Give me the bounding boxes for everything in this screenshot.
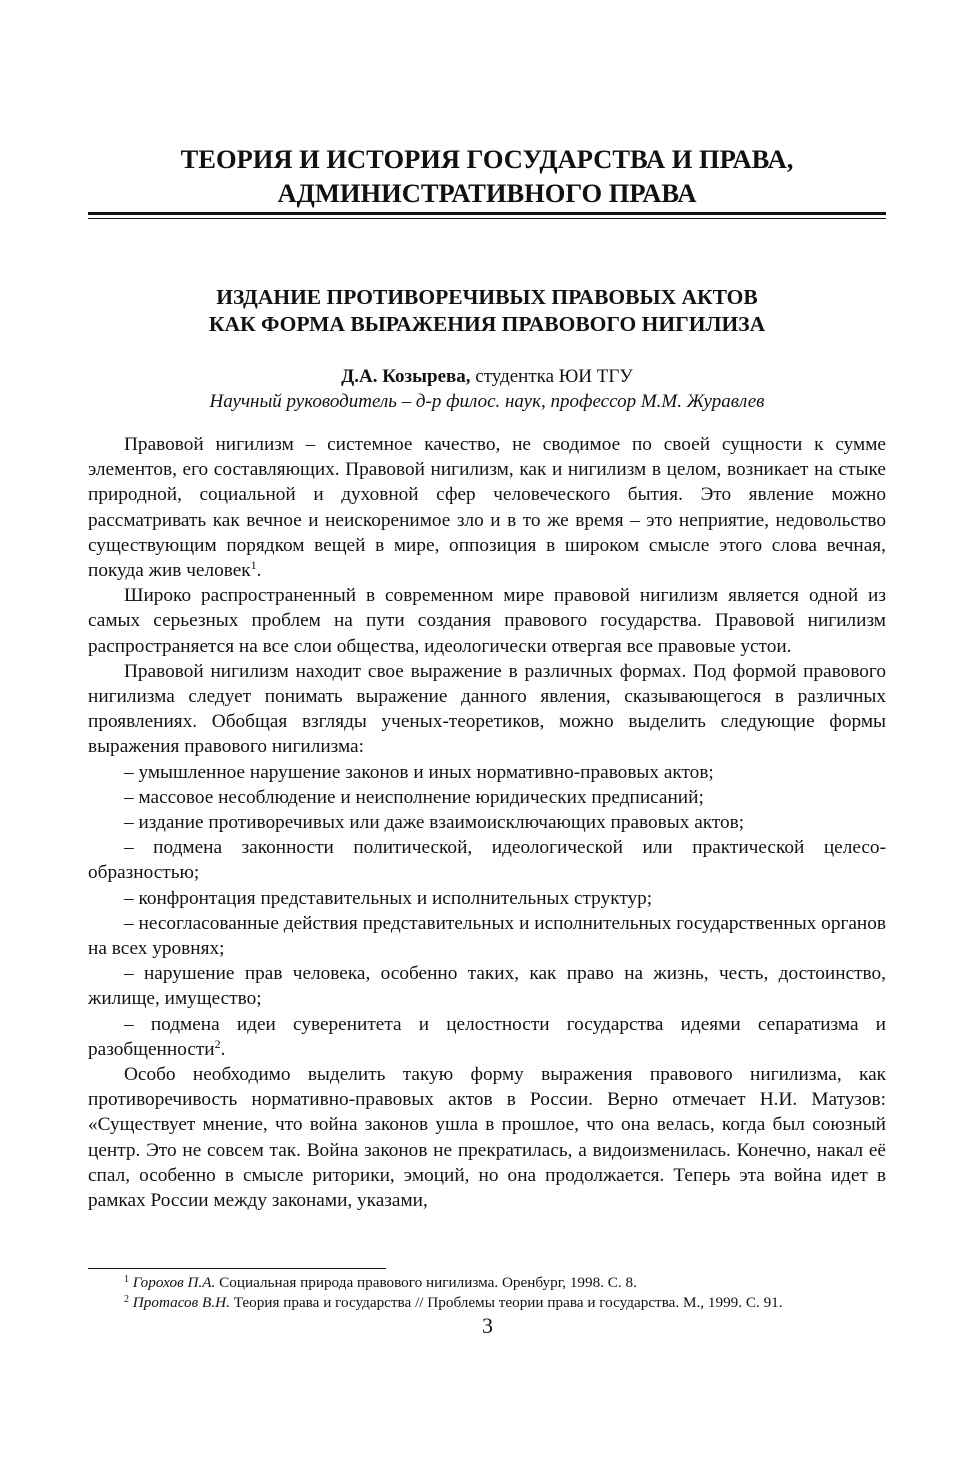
paragraph-1-text: Правовой нигилизм – системное качество, не сводимое по своей сущности к сумме элементов, его составляющих. Правовой нигилизм, как и нигилизм в целом, возникает на стыке природной, социальной и духовной сфер человеческого бытия. Это явление можно рассматривать как вечное и неискоренимое зло и в то же время – это неприятие, недовольство существующим порядком вещей в мире, оппозиция в широком смысле этого слова вечная, покуда жив человек	[88, 434, 886, 582]
list-item: – несогласованные действия представительных и исполнительных государственных органов на всех уровнях;	[88, 912, 886, 960]
footnote-ref-2[interactable]: 2	[214, 1036, 221, 1051]
list-item: – издание противоречивых или даже взаимоисключающих правовых актов;	[124, 812, 745, 834]
advisor-line: Научный руководитель – д-р филос. наук, профессор М.М. Журавлев	[209, 391, 765, 412]
footnote-1	[88, 1273, 886, 1293]
list-item: – умышленное нарушение законов и иных нормативно-правовых актов;	[124, 761, 714, 783]
author-name: Д.А. Козырева,	[341, 366, 471, 387]
list-item-last-text: – подмена идеи суверенитета и целостности государства идеями сепаратизма и разобщенности	[88, 1013, 886, 1060]
paragraph-3: Правовой нигилизм находит свое выражение в различных формах. Под формой правового нигилизма следует понимать выражение данного явления, сказывающегося в различных проявлениях. Обобщая взгляды ученых-теоретиков, можно выделить следующие формы выражения правового нигилизма:	[88, 660, 886, 758]
footnote-2-text: Теория права и государства // Проблемы теории права и государства. М., 1999. С. 91.	[229, 1294, 783, 1311]
list-item: – нарушение прав человека, особенно таких, как право на жизнь, честь, достоинство, жилище, имущество;	[88, 963, 886, 1010]
article-title	[88, 284, 886, 338]
paragraph-1-end: .	[256, 560, 262, 582]
footnote-1-number: 1	[124, 1274, 129, 1285]
footnote-2	[88, 1293, 886, 1313]
author-role: студентка ЮИ ТГУ	[470, 366, 633, 387]
list-item: – конфронтация представительных и исполнительных структур;	[124, 887, 653, 909]
list-item: – подмена законности политической, идеологической или практической целесообразностью;	[88, 837, 886, 884]
footnote-1-author: Горохов П.А.	[132, 1274, 216, 1291]
section-title	[88, 142, 886, 210]
paragraph-1	[88, 432, 886, 583]
article-body	[88, 432, 886, 1213]
section-title-line-2: АДМИНИСТРАТИВНОГО ПРАВА	[277, 178, 697, 208]
footnote-separator	[88, 1268, 386, 1269]
list-item-last	[88, 1012, 886, 1062]
paragraph-4: Особо необходимо выделить такую форму выражения правового нигилизма, как противоречивость нормативно-правовых актов в России. Верно отмечает Н.И. Матузов: «Существует мнение, что война законов ушла в прошлое, что она велась, когда был союзный центр. Это не совсем так. Война законов не прекратилась, а видоизменилась. Конечно, накал её спал, особенно в смысле риторики, эмоций, но она продолжается. Теперь эта война идет в рамках России между законами, указами,	[88, 1064, 886, 1212]
list-item-last-end: .	[220, 1038, 226, 1060]
section-divider-thin	[88, 218, 886, 219]
footnote-ref-1[interactable]: 1	[250, 558, 257, 573]
paragraph-2: Широко распространенный в современном мире правовой нигилизм является одной из самых серьезных проблем на пути создания правового государства. Правовой нигилизм распространяется на все слои общества, идеологически отвергая все правовые устои.	[88, 585, 886, 657]
footnote-2-author: Протасов В.Н.	[132, 1294, 230, 1311]
section-title-line-1: ТЕОРИЯ И ИСТОРИЯ ГОСУДАРСТВА И ПРАВА,	[180, 144, 794, 174]
list-item: – массовое несоблюдение и неисполнение юридических предписаний;	[124, 786, 704, 808]
footnotes	[88, 1273, 886, 1313]
article-title-line-2: КАК ФОРМА ВЫРАЖЕНИЯ ПРАВОВОГО НИГИЛИЗА	[208, 312, 766, 336]
author-line	[88, 364, 886, 389]
footnote-2-number: 2	[124, 1294, 129, 1305]
page-number: 3	[482, 1313, 493, 1338]
article-title-line-1: ИЗДАНИЕ ПРОТИВОРЕЧИВЫХ ПРАВОВЫХ АКТОВ	[216, 285, 758, 309]
section-divider-thick	[88, 212, 886, 215]
footnote-1-text: Социальная природа правового нигилизма. Оренбург, 1998. С. 8.	[215, 1274, 637, 1291]
